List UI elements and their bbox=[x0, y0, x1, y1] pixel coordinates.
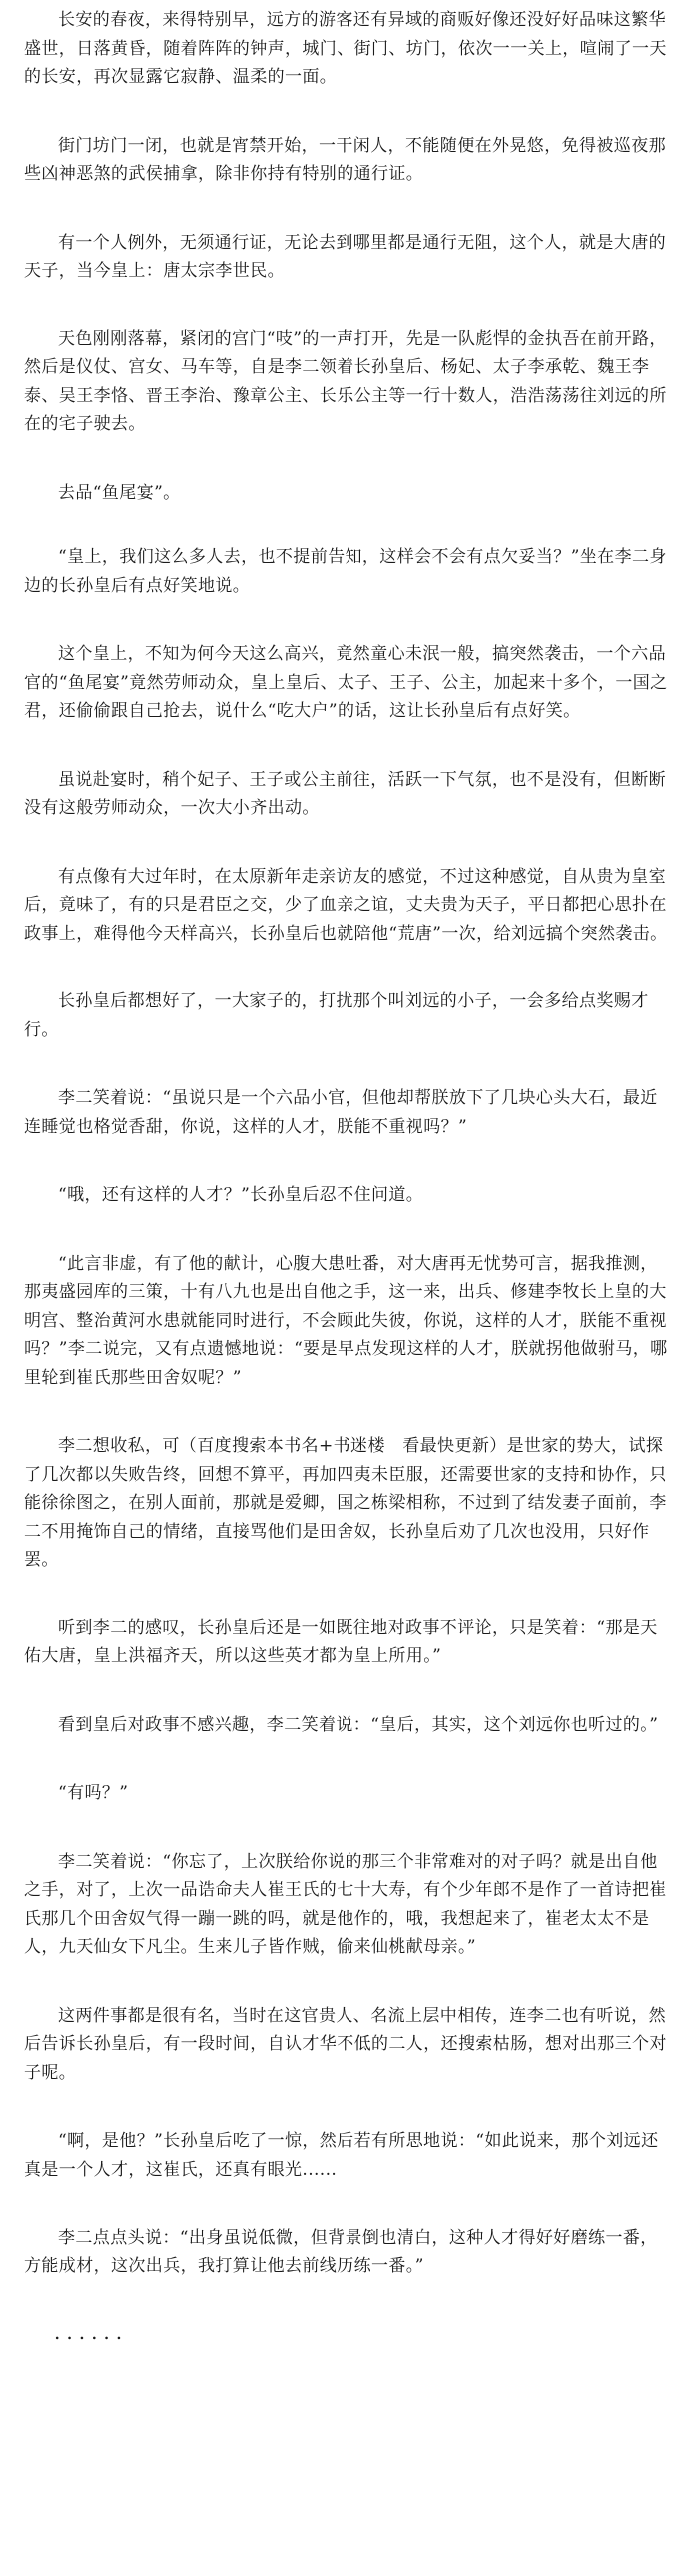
paragraph: “有吗？” bbox=[58, 1783, 129, 1803]
paragraph: 李二点点头说：“出身虽说低微，但背景倒也清白，这种人才得好好磨练一番，方能成材，这次出兵，我打算让他去前线历练一番。” bbox=[24, 2228, 658, 2276]
paragraph: 长安的春夜，来得特别早，远方的游客还有异域的商贩好像还没好好品味这繁华盛世，日落黄昏，随着阵阵的钟声，城门、街门、坊门，依次一一关上，喧闹了一天的长安，再次显露它寂静、温柔的一面。 bbox=[24, 10, 667, 87]
paragraph: 看到皇后对政事不感兴趣，李二笑着说：“皇后，其实，这个刘远你也听过的。” bbox=[58, 1714, 659, 1735]
paragraph: 这两件事都是很有名，当时在这官贵人、名流上层中相传，连李二也有听说，然后告诉长孙皇后，有一段时间，自认才华不低的二人，还搜索枯肠，想对出那三个对子呢。 bbox=[24, 2005, 667, 2083]
paragraph: 天色刚刚落幕，紧闭的宫门“吱”的一声打开，先是一队彪悍的金执吾在前开路，然后是仪仗、宫女、马车等，自是李二领着长孙皇后、杨妃、太子李承乾、魏王李泰、吴王李恪、晋王李治、豫章公主、长乐公主等一行十数人，浩浩荡荡往刘远的所在的宅子驶去。 bbox=[24, 328, 667, 434]
paragraph: 长孙皇后都想好了，一大家子的，打扰那个叫刘远的小子，一会多给点奖赐才行。 bbox=[24, 991, 649, 1040]
paragraph: 虽说赴宴时，稍个妃子、王子或公主前往，活跃一下气氛，也不是没有，但断断没有这般劳师动众，一次大小齐出动。 bbox=[24, 769, 666, 818]
paragraph: “啊，是他？”长孙皇后吃了一惊，然后若有所思地说：“如此说来，那个刘远还真是一个人才，这崔氏，还真有眼光...... bbox=[24, 2131, 659, 2180]
ellipsis: ...... bbox=[54, 2320, 129, 2344]
paragraph: 有点像有大过年时，在太原新年走亲访友的感觉，不过这种感觉，自从贵为皇室后，竟味了，有的只是君臣之交，少了血亲之谊，丈夫贵为天子，平日都把心思扑在政事上，难得他今天样高兴，长孙皇后也就陪他“荒唐”一次，给刘远搞个突然袭击。 bbox=[24, 866, 668, 944]
paragraph: 听到李二的感叹，长孙皇后还是一如既往地对政事不评论，只是笑着：“那是天佑大唐，皇上洪福齐天，所以这些英才都为皇上所用。” bbox=[24, 1617, 658, 1666]
paragraph: “此言非虚，有了他的献计，心腹大患吐番，对大唐再无忧势可言，据我推测，那夷盛园库的三策，十有八九也是出自他之手，这一来，出兵、修建李牧长上皇的大明宫、整治黄河水患就能同时进行，不会顾此失彼，你说，这样的人才，朕能不重视吗？”李二说完，又有点遗憾地说：“要是早点发现这样的人才，朕就拐他做驸马，哪里轮到崔氏那些田舍奴呢？” bbox=[24, 1253, 668, 1388]
paragraph: “皇上，我们这么多人去，也不提前告知，这样会不会有点欠妥当？”坐在李二身边的长孙皇后有点好笑地说。 bbox=[24, 547, 667, 596]
paragraph: 李二笑着说：“你忘了，上次朕给你说的那三个非常难对的对子吗？就是出自他之手，对了，上次一品诰命夫人崔王氏的七十大寿，有个少年郎不是作了一首诗把崔氏那几个田舍奴气得一蹦一跳的吗，就是他作的，哦，我想起来了，崔老太太不是人，九天仙女下凡尘。生来儿子皆作贼，偷来仙桃献母亲。” bbox=[24, 1851, 667, 1957]
paragraph: “哦，还有这样的人才？”长孙皇后忍不住问道。 bbox=[58, 1185, 424, 1205]
paragraph: 街门坊门一闭，也就是宵禁开始，一干闲人，不能随便在外晃悠，免得被巡夜那些凶神恶煞的武侯捕拿，除非你持有特别的通行证。 bbox=[24, 135, 666, 184]
paragraph: 有一个人例外，无须通行证，无论去到哪里都是通行无阻，这个人，就是大唐的天子，当今皇上：唐太宗李世民。 bbox=[24, 232, 666, 281]
paragraph: 李二笑着说：“虽说只是一个六品小官，但他却帮朕放下了几块心头大石，最近连睡觉也格觉香甜，你说，这样的人才，朕能不重视吗？” bbox=[24, 1088, 658, 1137]
section-heading: 去品“鱼尾宴”。 bbox=[58, 482, 181, 503]
paragraph: 这个皇上，不知为何今天这么高兴，竟然童心未泯一般，搞突然袭击，一个六品官的“鱼尾宴”竟然劳师动众，皇上皇后、太子、王子、公主，加起来十多个，一国之君，还偷偷跟自己抢去，说什么“吃大户”的话，这让长孙皇后有点好笑。 bbox=[24, 644, 668, 721]
paragraph: 李二想收私，可（百度搜索本书名+书迷楼 看最快更新）是世家的势大，试探了几次都以失败告终，回想不算平，再加四夷未臣服，还需要世家的支持和协作，只能徐徐图之，在别人面前，那就是爱卿，国之栋梁相称，不过到了结发妻子面前，李二不用掩饰自己的情绪，直接骂他们是田舍奴，长孙皇后劝了几次也没用，只好作罢。 bbox=[24, 1436, 667, 1570]
